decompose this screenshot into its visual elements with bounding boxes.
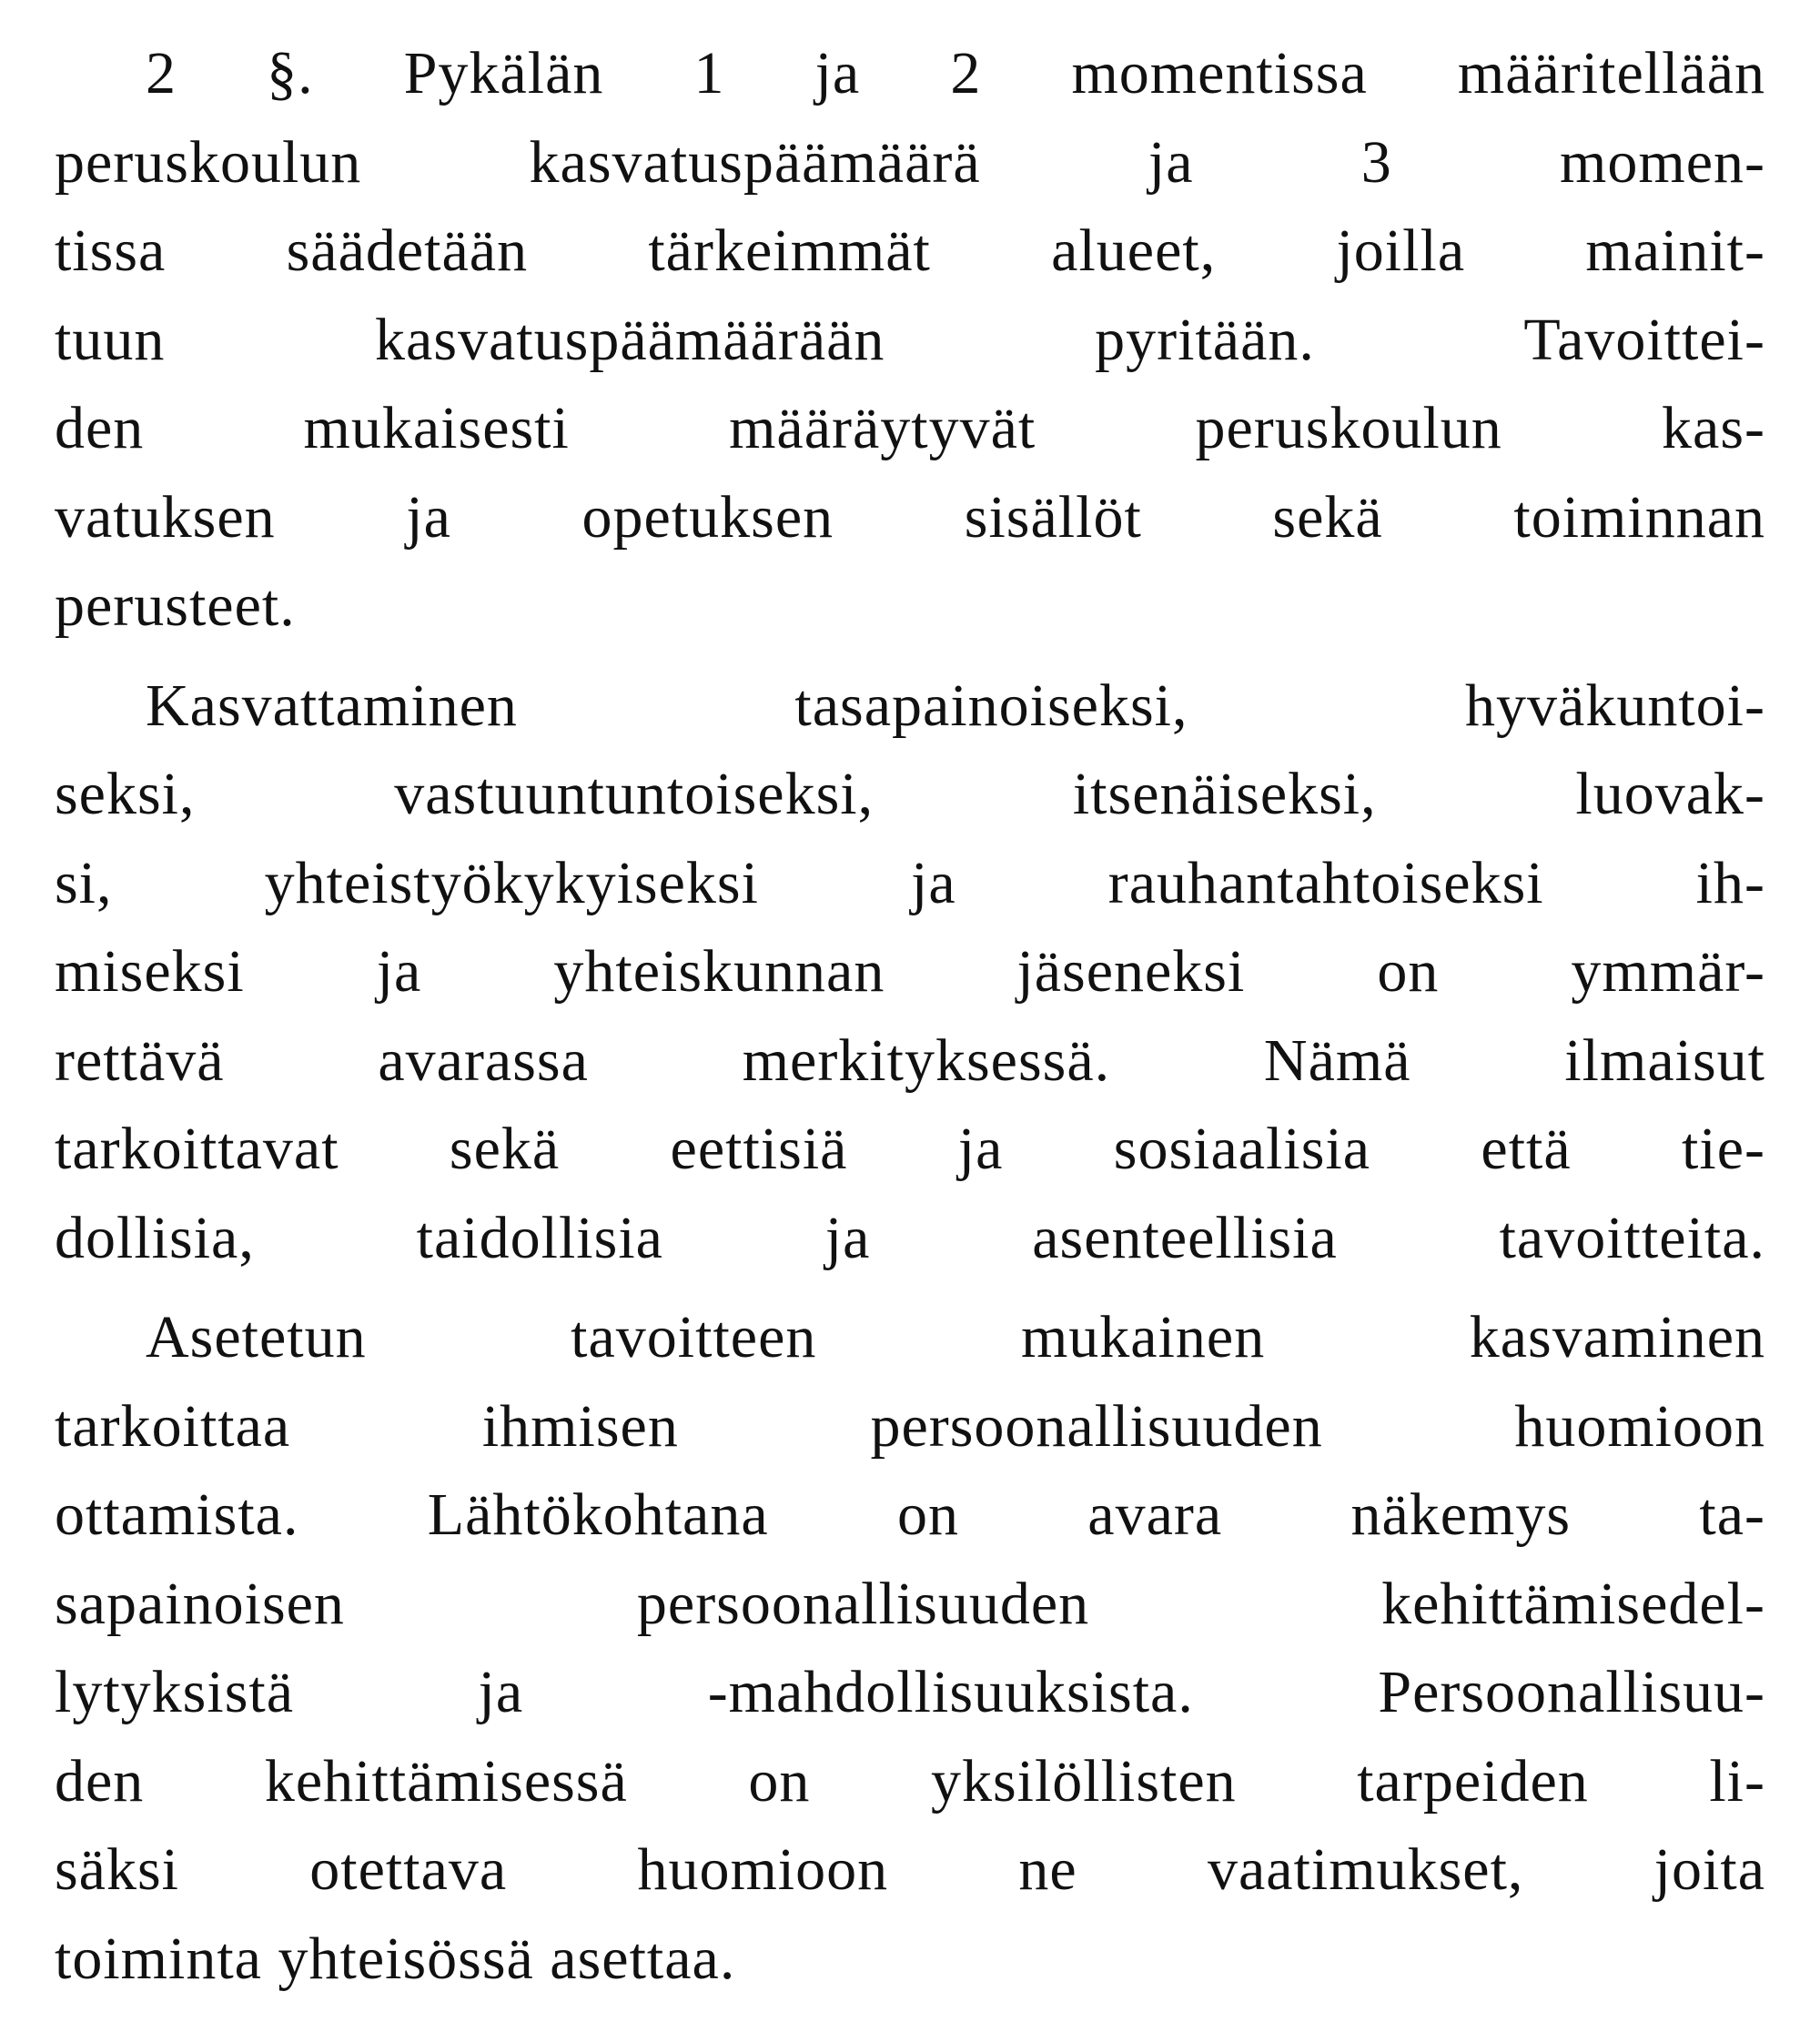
text-line: tissa säädetään tärkeimmät alueet, joilla mainit-	[55, 217, 1765, 284]
body-text	[55, 29, 1765, 2003]
paragraph-2	[55, 662, 1765, 1283]
text-line: ottamista. Lähtökohtana on avara näkemys ta-	[55, 1481, 1765, 1548]
text-line: tarkoittaa ihmisen persoonallisuuden huomioon	[55, 1392, 1765, 1460]
text-line: vatuksen ja opetuksen sisällöt sekä toiminnan	[55, 483, 1765, 551]
paragraph-1	[55, 29, 1765, 651]
text-line: 2 §. Pykälän 1 ja 2 momentissa määritellään	[146, 40, 1765, 106]
text-line: den kehittämisessä on yksilöllisten tarpeiden li-	[55, 1747, 1765, 1815]
text-line: tarkoittavat sekä eettisiä ja sosiaalisia että tie-	[55, 1116, 1765, 1182]
text-line: lytyksistä ja -mahdollisuuksista. Persoonallisuu-	[55, 1659, 1765, 1725]
text-line: si, yhteistyökykyiseksi ja rauhantahtoiseksi ih-	[55, 849, 1765, 916]
text-line: dollisia, taidollisia ja asenteellisia tavoitteita.	[55, 1204, 1765, 1271]
text-line: rettävä avarassa merkityksessä. Nämä ilmaisut	[55, 1026, 1765, 1094]
paragraph-gap	[55, 651, 1765, 662]
text-line: toiminta yhteisössä asettaa.	[55, 1925, 736, 1992]
text-line: Kasvattaminen tasapainoiseksi, hyväkuntoi-	[146, 672, 1765, 739]
text-line: miseksi ja yhteiskunnan jäseneksi on ymmär-	[55, 938, 1765, 1005]
text-line: Asetetun tavoitteen mukainen kasvaminen	[146, 1304, 1765, 1370]
paragraph-gap	[55, 1282, 1765, 1293]
text-line: perusteet.	[55, 572, 296, 639]
text-line: den mukaisesti määräytyvät peruskoulun kas-	[55, 395, 1765, 461]
text-line: sapainoisen persoonallisuuden kehittämisedel-	[55, 1570, 1765, 1637]
paragraph-3	[55, 1293, 1765, 2003]
text-line: tuun kasvatuspäämäärään pyritään. Tavoittei-	[55, 306, 1765, 373]
text-line: peruskoulun kasvatuspäämäärä ja 3 momen-	[55, 128, 1765, 196]
text-line: säksi otettava huomioon ne vaatimukset, joita	[55, 1836, 1765, 1903]
text-line: seksi, vastuuntuntoiseksi, itsenäiseksi, luovak-	[55, 761, 1765, 827]
